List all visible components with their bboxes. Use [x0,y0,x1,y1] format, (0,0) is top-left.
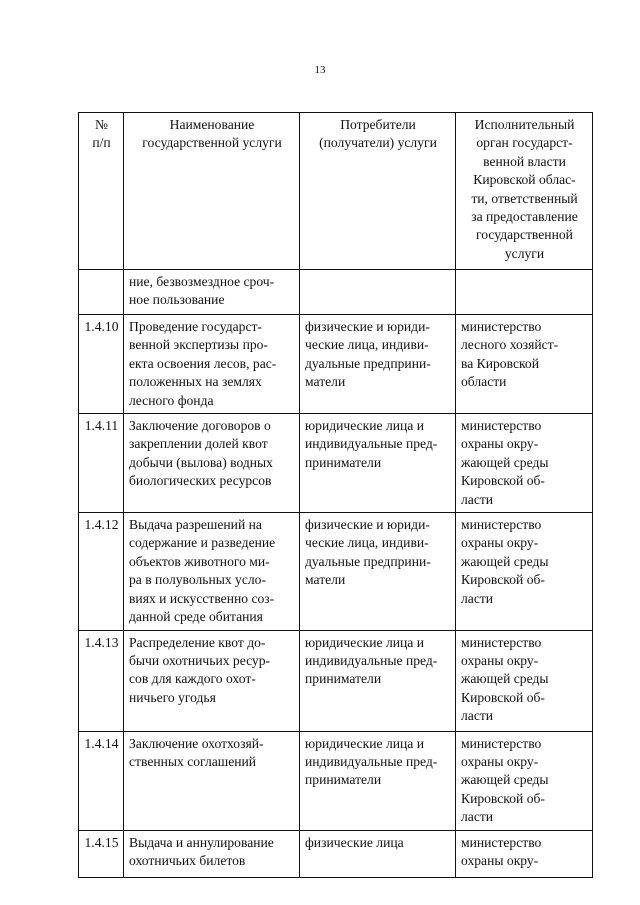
executive-body: министерство охраны окру- жающей среды Кировской об- ласти [456,414,593,513]
table-row [79,513,593,630]
row-number: 1.4.13 [79,630,124,731]
row-number: 1.4.15 [79,830,124,877]
row-number: 1.4.10 [79,315,124,414]
row-number: 1.4.14 [79,731,124,830]
header-executive-body: Исполнительный орган государст- венной власти Кировской облас- ти, ответственный за предоставление государственной услуги [456,113,593,270]
table-row [79,630,593,731]
service-name: ние, безвозмездное сроч- ное пользование [124,270,300,315]
services-table [78,112,593,878]
header-num: № п/п [79,113,124,270]
service-consumers: физические и юриди- ческие лица, индиви- дуальные предприни- матели [300,315,456,414]
service-consumers [300,270,456,315]
executive-body: министерство лесного хозяйст- ва Кировской области [456,315,593,414]
table-header-row [79,113,593,270]
service-consumers: юридические лица и индивидуальные пред- приниматели [300,731,456,830]
service-name: Заключение охотхозяй- ственных соглашений [124,731,300,830]
table-row [79,414,593,513]
table-row [79,830,593,877]
executive-body: министерство охраны окру- жающей среды Кировской об- ласти [456,731,593,830]
service-consumers: физические лица [300,830,456,877]
executive-body: министерство охраны окру- жающей среды Кировской об- ласти [456,630,593,731]
table-row [79,315,593,414]
service-consumers: юридические лица и индивидуальные пред- приниматели [300,414,456,513]
executive-body [456,270,593,315]
service-name: Распределение квот до- бычи охотничьих ресур- сов для каждого охот- ничьего угодья [124,630,300,731]
service-consumers: физические и юриди- ческие лица, индиви- дуальные предприни- матели [300,513,456,630]
row-number: 1.4.11 [79,414,124,513]
service-name: Выдача разрешений на содержание и разведение объектов животного ми- ра в полувольных усло- виях и искусственно соз- данной среде обитания [124,513,300,630]
header-consumers: Потребители (получатели) услуги [300,113,456,270]
service-name: Выдача и аннулирование охотничьих билетов [124,830,300,877]
header-name: Наименование государственной услуги [124,113,300,270]
executive-body: министерство охраны окру- [456,830,593,877]
service-name: Проведение государст- венной экспертизы про- екта освоения лесов, рас- положенных на землях лесного фонда [124,315,300,414]
service-consumers: юридические лица и индивидуальные пред- приниматели [300,630,456,731]
executive-body: министерство охраны окру- жающей среды Кировской об- ласти [456,513,593,630]
table-row [79,731,593,830]
row-number [79,270,124,315]
row-number: 1.4.12 [79,513,124,630]
page-number: 13 [314,64,326,76]
service-name: Заключение договоров о закреплении долей квот добычи (вылова) водных биологических ресурсов [124,414,300,513]
table-row [79,270,593,315]
